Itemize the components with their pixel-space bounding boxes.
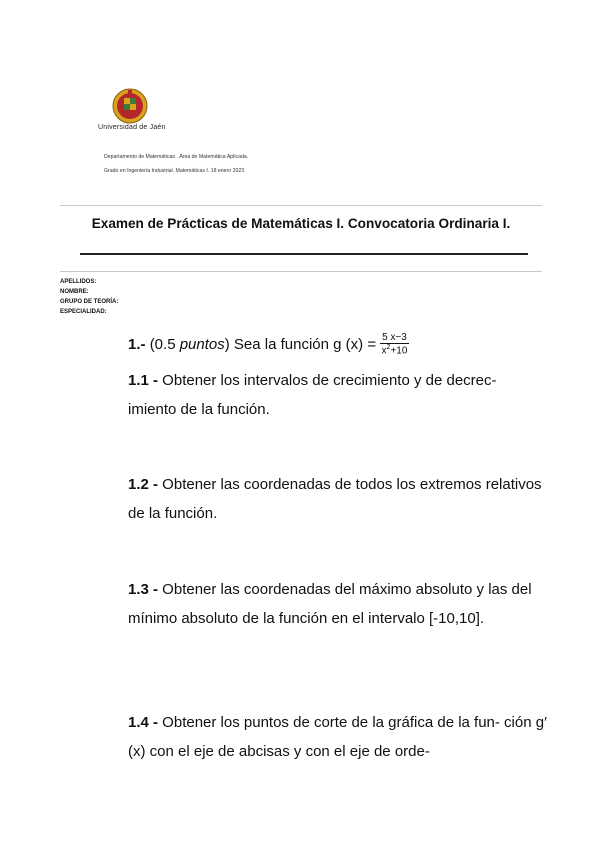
function-label: g (x) = (333, 335, 377, 353)
subquestion-1-4: 1.4 - Obtener los puntos de corte de la gráfica de la fun- ción g′(x) con el eje de abcisas y con el eje de orde- (128, 714, 547, 760)
subquestion-1-1: 1.1 - Obtener los intervalos de crecimiento y de decrec- imiento de la función. (128, 372, 497, 418)
field-apellidos: APELLIDOS: (60, 279, 97, 285)
subquestion-1-3: 1.3 - Obtener las coordenadas del máximo absoluto y las del mínimo absoluto de la función en el intervalo [-10,10]. (128, 581, 532, 627)
exam-title: Examen de Prácticas de Matemáticas I. Convocatoria Ordinaria I. (91, 216, 511, 231)
fraction-numerator: 5 x−3 (382, 332, 407, 343)
question-1-header (128, 332, 409, 356)
university-name: Universidad de Jaén (98, 124, 166, 131)
field-especialidad: ESPECIALIDAD: (60, 309, 107, 315)
field-grupo-teoria: GRUPO DE TEORÍA: (60, 299, 119, 305)
question-points: (0.5 puntos) (149, 335, 230, 353)
field-nombre: NOMBRE: (60, 289, 89, 295)
question-statement: Sea la función (233, 335, 329, 353)
function-fraction (380, 332, 409, 356)
question-number: 1.- (128, 335, 146, 353)
underscore-line (80, 253, 528, 255)
divider-middle (60, 271, 542, 272)
divider-top (60, 205, 542, 206)
subquestion-1-2: 1.2 - Obtener las coordenadas de todos los extremos relativos de la función. (128, 476, 542, 522)
degree-line: Grado en Ingeniería Industrial. Matemáticas I. 18 enero 2023 (104, 168, 245, 174)
department-line: Departamento de Matemáticas . Área de Matemática Aplicada. (104, 154, 249, 160)
fraction-denominator: $x^2+10$ (381, 344, 408, 357)
